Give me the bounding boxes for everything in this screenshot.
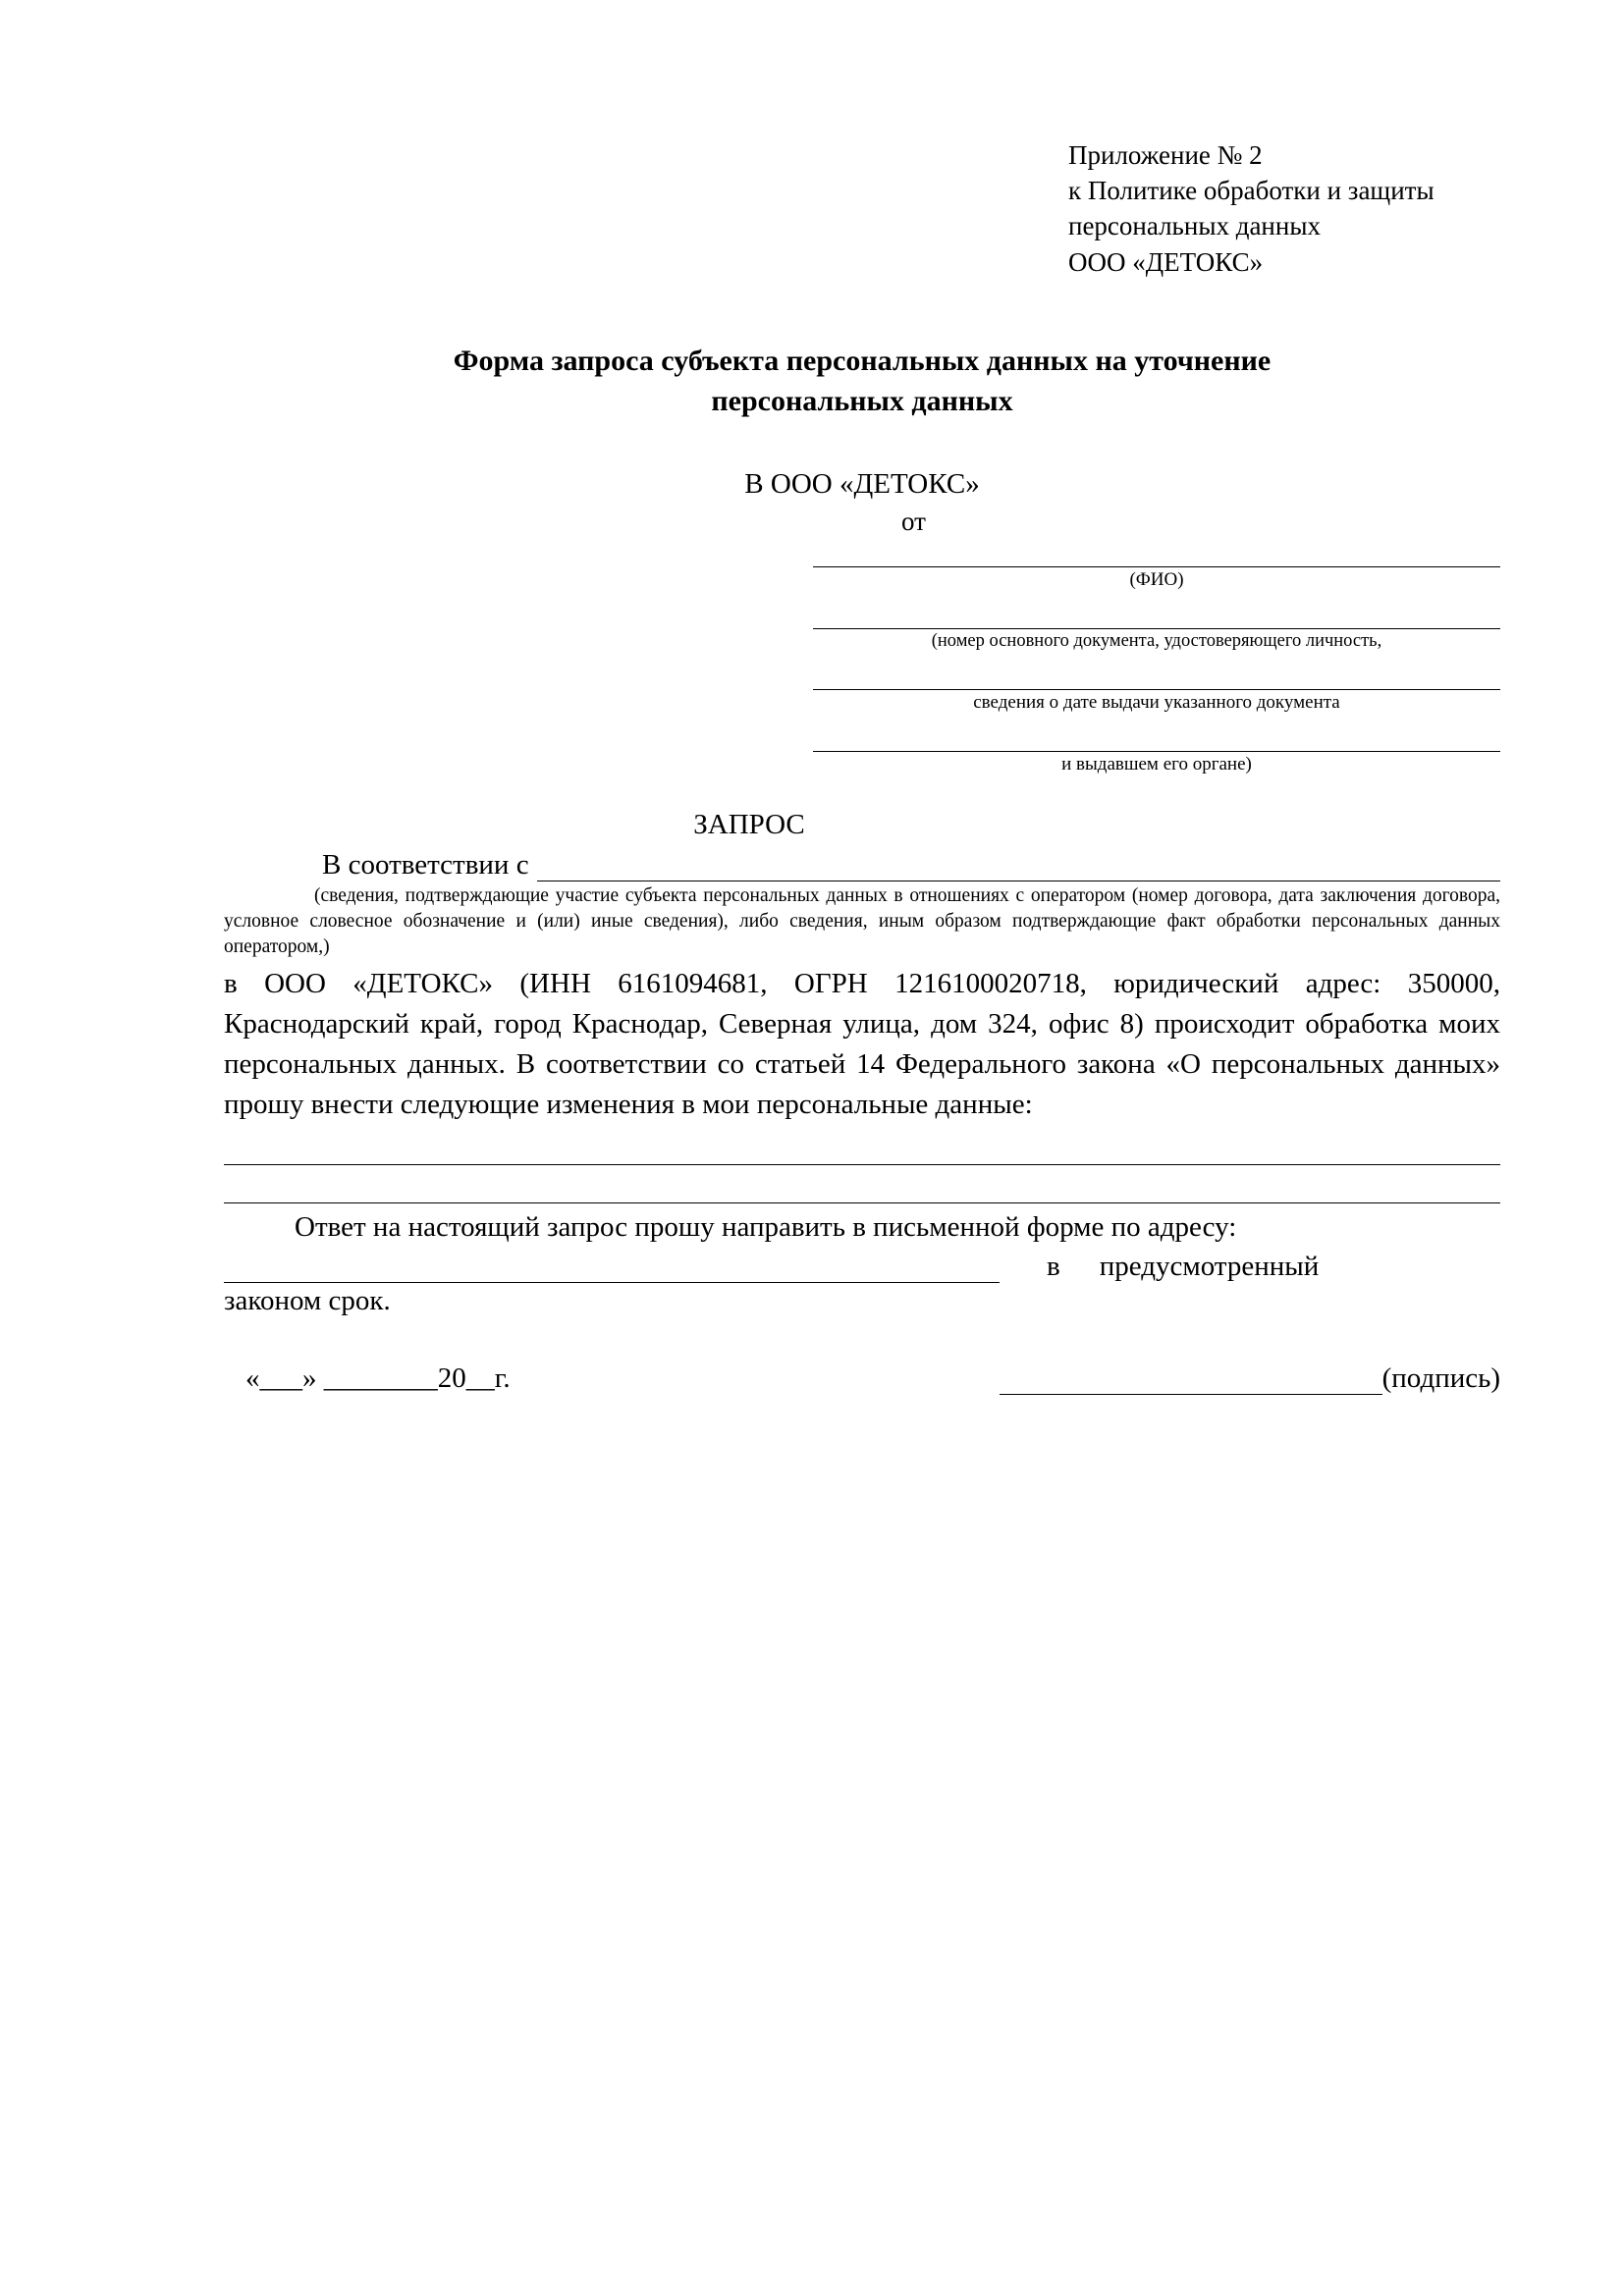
request-body: в ООО «ДЕТОКС» (ИНН 6161094681, ОГРН 1216100020718, юридический адрес: 350000, Краснодарский край, город Краснодар, Северная улица, дом 324, офис 8) происходит обработка моих персональных данных. В соответствии со статьей 14 Федерального закона «О персональных данных» прошу внести следующие изменения в мои персональные данные: [224, 967, 1500, 1121]
appendix-line-1: Приложение № 2 [1068, 140, 1263, 170]
fio-caption: (ФИО) [1129, 569, 1184, 591]
page-title-line-2: персональных данных [711, 385, 1013, 418]
changes-input-line-2[interactable] [224, 1165, 1500, 1203]
answer-address-paragraph [224, 1207, 1500, 1248]
document-content [224, 137, 1500, 1395]
appendix-line-2: к Политике обработки и защиты [1068, 176, 1435, 206]
request-intro-row [224, 849, 1500, 881]
document-date-input-line[interactable] [813, 664, 1500, 690]
changes-input-line-1[interactable] [224, 1125, 1500, 1165]
document-issuer-caption: и выдавшем его органе) [1061, 754, 1252, 775]
fio-input-line[interactable] [813, 541, 1500, 567]
addressee-from-label: от [901, 507, 926, 537]
request-intro-input-line[interactable] [537, 857, 1500, 881]
addressee-organization: В ООО «ДЕТОКС» [744, 468, 980, 501]
request-heading: ЗАПРОС [693, 809, 805, 841]
answer-address-row [224, 1251, 1500, 1283]
signature-input-line[interactable] [1000, 1370, 1382, 1395]
signature-row [224, 1362, 1500, 1395]
appendix-line-4: ООО «ДЕТОКС» [1068, 246, 1264, 277]
answer-address-tail: законом срок. [224, 1284, 391, 1316]
addressee-fields [224, 541, 1500, 775]
appendix-header [1068, 137, 1500, 280]
document-number-caption: (номер основного документа, удостоверяющего личность, [931, 631, 1382, 652]
answer-address-word-v: в [1047, 1250, 1060, 1282]
answer-address-word-term: предусмотренный [1099, 1250, 1320, 1282]
request-note [224, 883, 1500, 959]
signature-date-field[interactable]: «___» ________20__г. [245, 1362, 511, 1394]
answer-address-text: Ответ на настоящий запрос прошу направить в письменной форме по адресу: [295, 1211, 1237, 1244]
signature-label: (подпись) [1381, 1362, 1500, 1394]
request-intro-label: В соответствии с [322, 849, 529, 881]
document-issuer-input-line[interactable] [813, 725, 1500, 752]
answer-address-input-line[interactable] [224, 1258, 1000, 1283]
page-title [224, 341, 1500, 422]
page-title-line-1: Форма запроса субъекта персональных данных на уточнение [453, 344, 1272, 377]
request-note-text: (сведения, подтверждающие участие субъекта персональных данных в отношениях с оператором (номер договора, дата заключения договора, условное словесное обозначение и (или) иные сведения), либо сведения, иным образом подтверждающие факт обработки персональных данных оператором,) [224, 885, 1500, 957]
document-number-input-line[interactable] [813, 603, 1500, 629]
appendix-line-3: персональных данных [1068, 211, 1321, 241]
document-date-caption: сведения о дате выдачи указанного документа [973, 692, 1340, 714]
